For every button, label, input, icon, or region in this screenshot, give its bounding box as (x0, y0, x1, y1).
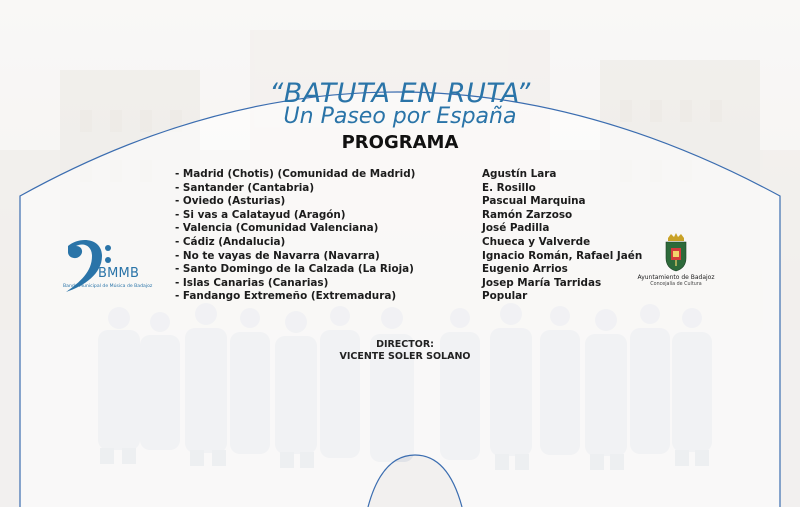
section-heading: PROGRAMA (341, 132, 459, 153)
director-label: DIRECTOR: (376, 339, 434, 350)
bmmb-logo-subtitle: Banda Municipal de Música de Badajoz (63, 284, 153, 289)
composer-list (482, 168, 642, 304)
composer-item: Chueca y Valverde (482, 235, 591, 248)
song-item: - Fandango Extremeño (Extremadura) (175, 290, 397, 303)
composer-item: Ignacio Román, Rafael Jaén (482, 249, 643, 262)
event-title: “BATUTA EN RUTA” (269, 78, 531, 109)
badajoz-logo-name: Ayuntamiento de Badajoz (637, 274, 715, 281)
composer-item: Eugenio Arrios (482, 263, 568, 276)
composer-item: Pascual Marquina (482, 195, 586, 208)
badajoz-logo-subtitle: Concejalía de Cultura (650, 282, 702, 287)
city-crest-icon (662, 232, 690, 272)
director-name: VICENTE SOLER SOLANO (339, 351, 471, 362)
composer-item: José Padilla (482, 222, 550, 235)
song-item: - No te vayas de Navarra (Navarra) (175, 249, 380, 262)
song-item: - Si vas a Calatayud (Aragón) (175, 208, 346, 221)
composer-item: Agustín Lara (482, 168, 557, 180)
event-subtitle: Un Paseo por España (283, 104, 517, 129)
bmmb-logo-text: BMMB (98, 266, 140, 281)
song-list (175, 168, 475, 304)
composer-item: E. Rosillo (482, 181, 536, 194)
composer-item: Ramón Zarzoso (482, 208, 573, 221)
song-item: - Santander (Cantabria) (175, 181, 315, 194)
song-item: - Cádiz (Andalucia) (175, 235, 286, 248)
song-item: - Madrid (Chotis) (Comunidad de Madrid) (175, 168, 416, 180)
song-item: - Oviedo (Asturias) (175, 195, 286, 208)
song-item: - Islas Canarias (Canarias) (175, 276, 329, 289)
song-item: - Santo Domingo de la Calzada (La Rioja) (175, 263, 414, 276)
song-item: - Valencia (Comunidad Valenciana) (175, 222, 379, 235)
composer-item: Josep María Tarridas (482, 276, 602, 289)
composer-item: Popular (482, 290, 528, 303)
